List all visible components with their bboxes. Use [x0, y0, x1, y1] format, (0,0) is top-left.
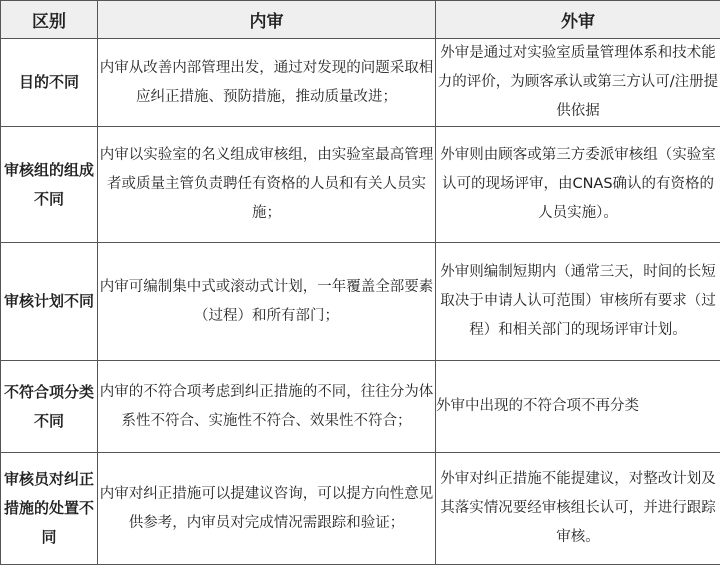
external-audit-cell: 外审则由顾客或第三方委派审核组（实验室认可的现场评审，由CNAS确认的有资格的人员实施）。 [436, 127, 720, 243]
external-audit-cell: 外审对纠正措施不能提建议，对整改计划及其落实情况要经审核组长认可，并进行跟踪审核。 [436, 453, 720, 565]
internal-audit-cell: 内审的不符合项考虑到纠正措施的不同，往往分为体系性不符合、实施性不符合、效果性不符合； [98, 361, 436, 453]
internal-audit-cell: 内审可编制集中式或滚动式计划，一年覆盖全部要素（过程）和所有部门； [98, 243, 436, 361]
table-row [1, 243, 720, 361]
table-row [1, 361, 720, 453]
internal-audit-cell: 内审以实验室的名义组成审核组，由实验室最高管理者或质量主管负责聘任有资格的人员和有关人员实施； [98, 127, 436, 243]
internal-audit-cell: 内审从改善内部管理出发，通过对发现的问题采取相应纠正措施、预防措施，推动质量改进； [98, 39, 436, 127]
header-category: 区别 [1, 1, 98, 39]
row-category: 目的不同 [1, 39, 98, 127]
header-row [1, 1, 720, 39]
table-row [1, 453, 720, 565]
row-category: 不符合项分类不同 [1, 361, 98, 453]
external-audit-cell: 外审中出现的不符合项不再分类 [436, 361, 720, 453]
header-external-audit: 外审 [436, 1, 720, 39]
internal-audit-cell: 内审对纠正措施可以提建议咨询，可以提方向性意见供参考，内审员对完成情况需跟踪和验证； [98, 453, 436, 565]
row-category: 审核计划不同 [1, 243, 98, 361]
table-row [1, 127, 720, 243]
row-category: 审核员对纠正措施的处置不同 [1, 453, 98, 565]
row-category: 审核组的组成不同 [1, 127, 98, 243]
table-row [1, 39, 720, 127]
external-audit-cell: 外审则编制短期内（通常三天，时间的长短取决于申请人认可范围）审核所有要求（过程）和相关部门的现场评审计划。 [436, 243, 720, 361]
header-internal-audit: 内审 [98, 1, 436, 39]
external-audit-cell: 外审是通过对实验室质量管理体系和技术能力的评价，为顾客承认或第三方认可/注册提供依据 [436, 39, 720, 127]
